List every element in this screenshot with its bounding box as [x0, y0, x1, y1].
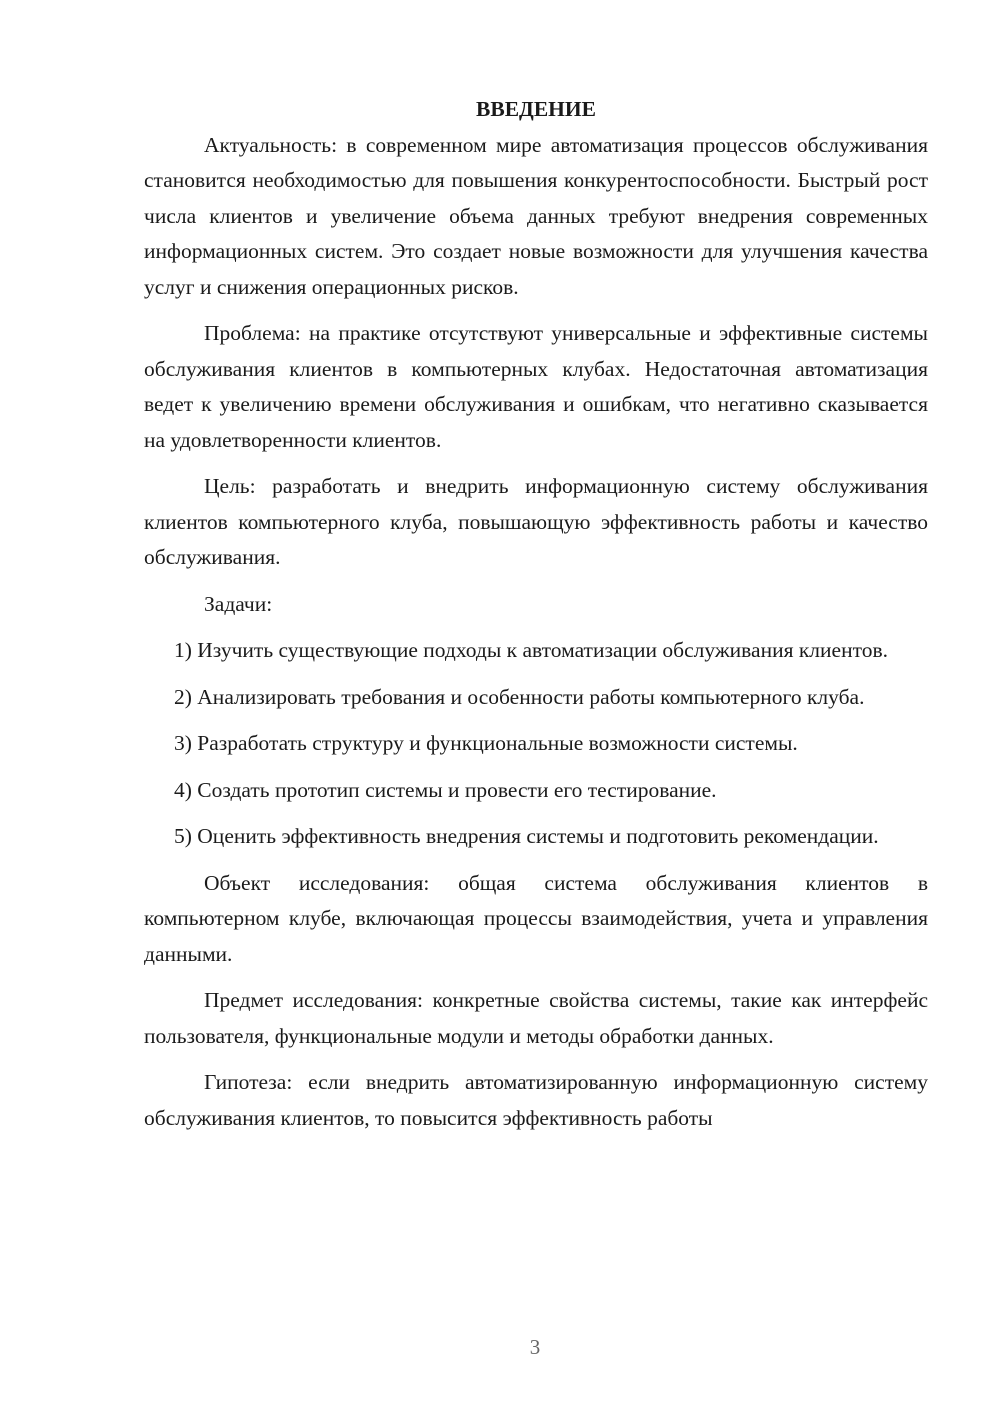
paragraph-object: Объект исследования: общая система обслуживания клиентов в компьютерном клубе, включающая процессы взаимодействия, учета и управления данными.	[144, 870, 928, 966]
tasks-heading: Задачи:	[204, 591, 273, 616]
task-item-1: 1) Изучить существующие подходы к автоматизации обслуживания клиентов.	[174, 638, 888, 662]
task-item-2: 2) Анализировать требования и особенности работы компьютерного клуба.	[174, 684, 865, 709]
page-number: 3	[529, 1335, 541, 1359]
task-item-3: 3) Разработать структуру и функциональные возможности системы.	[174, 731, 798, 755]
paragraph-goal: Цель: разработать и внедрить информационную систему обслуживания клиентов компьютерного клуба, повышающую эффективность работы и качество обслуживания.	[144, 474, 928, 569]
paragraph-problem: Проблема: на практике отсутствуют универсальные и эффективные системы обслуживания клиентов в компьютерных клубах. Недостаточная автоматизация ведет к увеличению времени обслуживания и ошибкам, что негативно сказывается на удовлетворенности клиентов.	[144, 321, 928, 452]
paragraph-subject: Предмет исследования: конкретные свойства системы, такие как интерфейс пользователя, функциональные модули и методы обработки данных.	[144, 988, 928, 1048]
paragraph-relevance: Актуальность: в современном мире автоматизация процессов обслуживания становится необходимостью для повышения конкурентоспособности. Быстрый рост числа клиентов и увеличение объема данных требуют внедрения современных информационных систем. Это создает новые возможности для улучшения качества услуг и снижения операционных рисков.	[144, 132, 928, 299]
task-item-5: 5) Оценить эффективность внедрения системы и подготовить рекомендации.	[174, 824, 879, 848]
task-item-4: 4) Создать прототип системы и провести его тестирование.	[174, 777, 717, 802]
section-title: ВВЕДЕНИЕ	[476, 97, 596, 121]
page-content	[144, 92, 928, 1136]
paragraph-hypothesis: Гипотеза: если внедрить автоматизированную информационную систему обслуживания клиентов, то повысится эффективность работы	[144, 1070, 928, 1130]
